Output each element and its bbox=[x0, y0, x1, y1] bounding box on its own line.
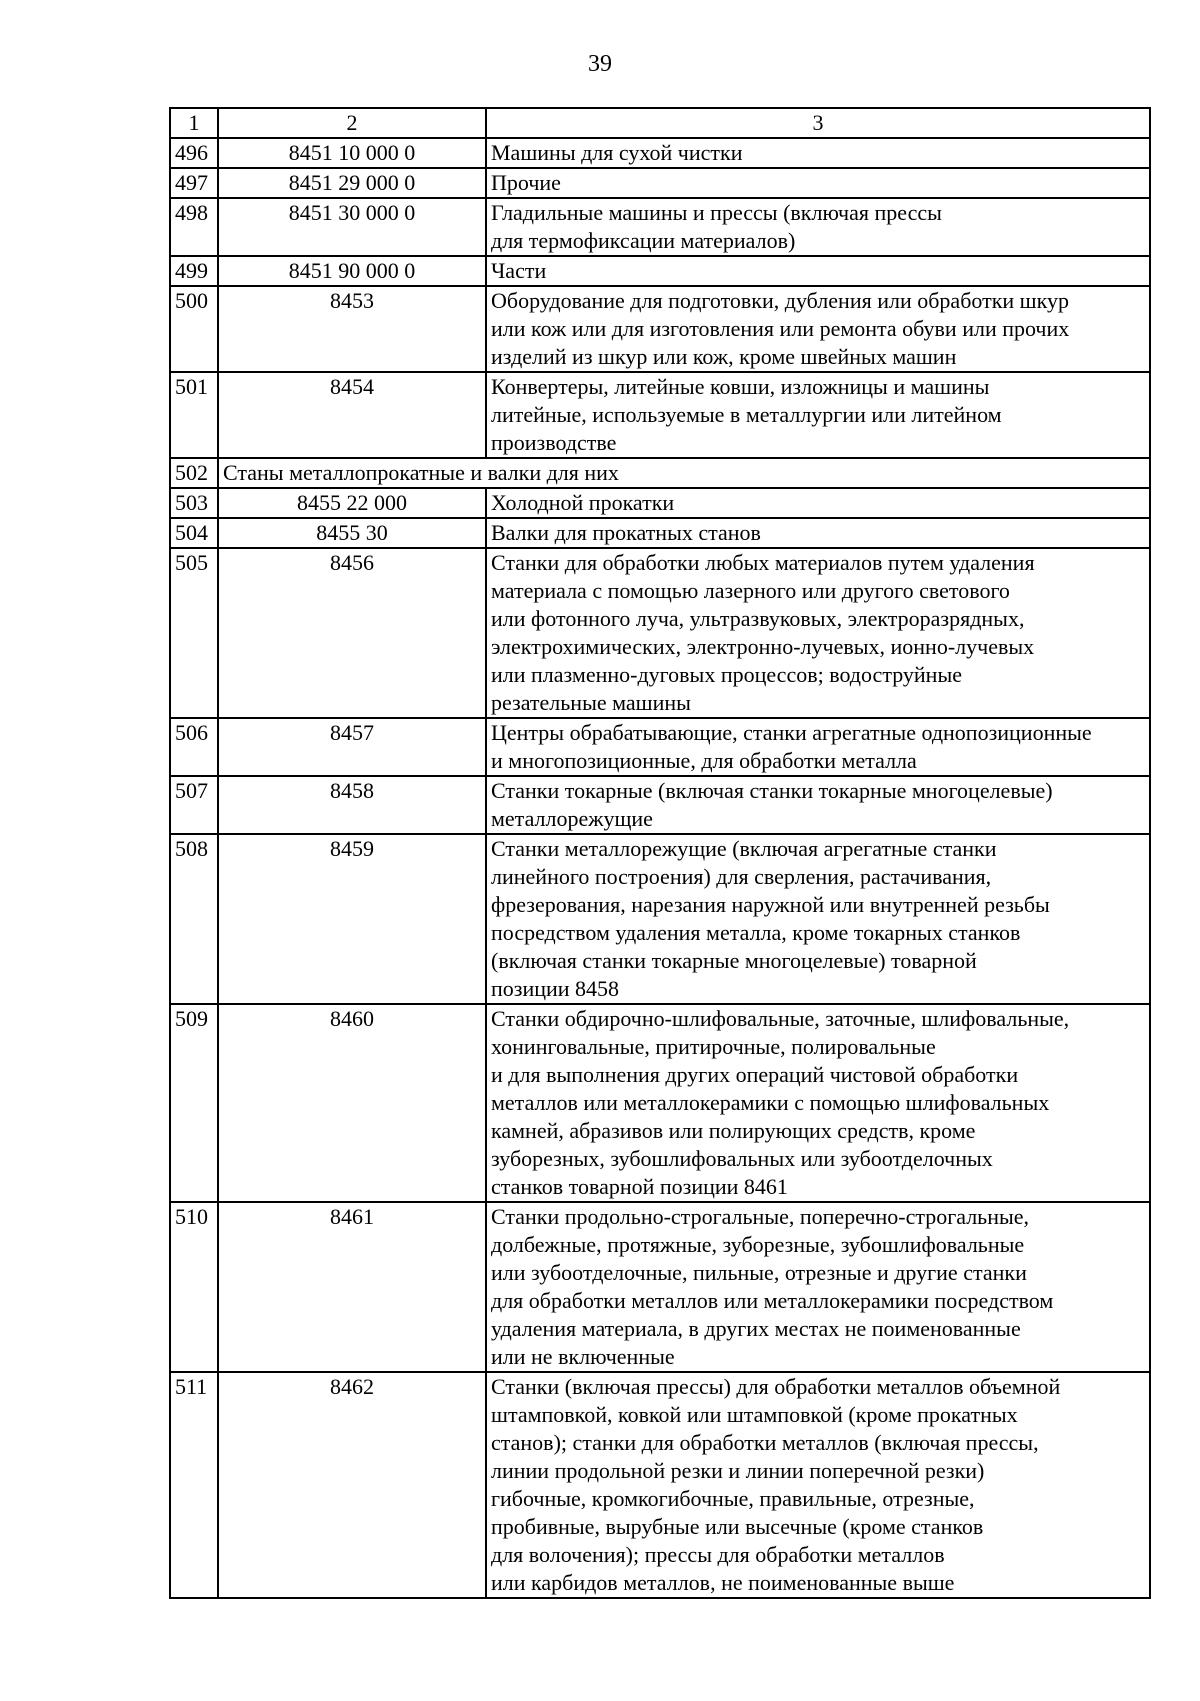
row-number: 509 bbox=[170, 1004, 218, 1202]
tn-ved-code: 8457 bbox=[218, 718, 486, 776]
tn-ved-code: 8453 bbox=[218, 286, 486, 372]
tn-ved-code: 8451 30 000 0 bbox=[218, 198, 486, 256]
row-number: 506 bbox=[170, 718, 218, 776]
table-row bbox=[170, 256, 1150, 286]
table-row bbox=[170, 198, 1150, 256]
tn-ved-code: 8455 30 bbox=[218, 518, 486, 548]
header-col-3: 3 bbox=[486, 108, 1150, 138]
goods-description: Конвертеры, литейные ковши, изложницы и машины литейные, используемые в металлургии или литейном производстве bbox=[486, 372, 1150, 458]
goods-description: Станки для обработки любых материалов путем удаления материала с помощью лазерного или другого светового или фотонного луча, ультразвуковых, электроразрядных, электрохимических, электронно-лучевых, ионно-лучевых или плазменно-дуговых процессов; водоструйные резательные машины bbox=[486, 548, 1150, 718]
goods-description: Станки продольно-строгальные, поперечно-строгальные, долбежные, протяжные, зуборезные, зубошлифовальные или зубоотделочные, пильные, отрезные и другие станки для обработки металлов или металлокерамики посредством удаления материала, в других местах не поименованные или не включенные bbox=[486, 1202, 1150, 1372]
row-number: 502 bbox=[170, 458, 218, 488]
row-number: 501 bbox=[170, 372, 218, 458]
row-number: 496 bbox=[170, 138, 218, 168]
row-number: 500 bbox=[170, 286, 218, 372]
header-col-2: 2 bbox=[218, 108, 486, 138]
goods-table bbox=[169, 107, 1151, 1599]
goods-description: Части bbox=[486, 256, 1150, 286]
table-row bbox=[170, 1202, 1150, 1372]
table-row bbox=[170, 168, 1150, 198]
tn-ved-code: 8458 bbox=[218, 776, 486, 834]
header-col-1: 1 bbox=[170, 108, 218, 138]
table-row bbox=[170, 834, 1150, 1004]
row-number: 497 bbox=[170, 168, 218, 198]
table-header-row bbox=[170, 108, 1150, 138]
goods-description: Машины для сухой чистки bbox=[486, 138, 1150, 168]
table-row bbox=[170, 518, 1150, 548]
tn-ved-code: 8460 bbox=[218, 1004, 486, 1202]
row-number: 507 bbox=[170, 776, 218, 834]
page-number: 39 bbox=[588, 51, 612, 77]
section-heading: Станы металлопрокатные и валки для них bbox=[218, 458, 1150, 488]
table-row bbox=[170, 1004, 1150, 1202]
table-row bbox=[170, 776, 1150, 834]
row-number: 503 bbox=[170, 488, 218, 518]
goods-description: Гладильные машины и прессы (включая прессы для термофиксации материалов) bbox=[486, 198, 1150, 256]
tn-ved-code: 8451 90 000 0 bbox=[218, 256, 486, 286]
table-row bbox=[170, 458, 1150, 488]
tn-ved-code: 8459 bbox=[218, 834, 486, 1004]
row-number: 508 bbox=[170, 834, 218, 1004]
table-row bbox=[170, 372, 1150, 458]
tn-ved-code: 8462 bbox=[218, 1372, 486, 1598]
table-row bbox=[170, 488, 1150, 518]
goods-description: Станки металлорежущие (включая агрегатные станки линейного построения) для сверления, растачивания, фрезерования, нарезания наружной или внутренней резьбы посредством удаления металла, кроме токарных станков (включая станки токарные многоцелевые) товарной позиции 8458 bbox=[486, 834, 1150, 1004]
goods-description: Станки (включая прессы) для обработки металлов объемной штамповкой, ковкой или штамповкой (кроме прокатных станов); станки для обработки металлов (включая прессы, линии продольной резки и линии поперечной резки) гибочные, кромкогибочные, правильные, отрезные, пробивные, вырубные или высечные (кроме станков для волочения); прессы для обработки металлов или карбидов металлов, не поименованные выше bbox=[486, 1372, 1150, 1598]
row-number: 505 bbox=[170, 548, 218, 718]
goods-description: Прочие bbox=[486, 168, 1150, 198]
goods-description: Валки для прокатных станов bbox=[486, 518, 1150, 548]
goods-description: Холодной прокатки bbox=[486, 488, 1150, 518]
goods-description: Станки токарные (включая станки токарные многоцелевые) металлорежущие bbox=[486, 776, 1150, 834]
tn-ved-code: 8455 22 000 bbox=[218, 488, 486, 518]
table-row bbox=[170, 1372, 1150, 1598]
table-row bbox=[170, 718, 1150, 776]
row-number: 511 bbox=[170, 1372, 218, 1598]
table-row bbox=[170, 548, 1150, 718]
goods-description: Оборудование для подготовки, дубления или обработки шкур или кож или для изготовления или ремонта обуви или прочих изделий из шкур или кож, кроме швейных машин bbox=[486, 286, 1150, 372]
table-row bbox=[170, 138, 1150, 168]
tn-ved-code: 8461 bbox=[218, 1202, 486, 1372]
tn-ved-code: 8451 10 000 0 bbox=[218, 138, 486, 168]
tn-ved-code: 8456 bbox=[218, 548, 486, 718]
tn-ved-code: 8451 29 000 0 bbox=[218, 168, 486, 198]
goods-description: Центры обрабатывающие, станки агрегатные однопозиционные и многопозиционные, для обработки металла bbox=[486, 718, 1150, 776]
goods-description: Станки обдирочно-шлифовальные, заточные, шлифовальные, хонинговальные, притирочные, полировальные и для выполнения других операций чистовой обработки металлов или металлокерамики с помощью шлифовальных камней, абразивов или полирующих средств, кроме зуборезных, зубошлифовальных или зубоотделочных станков товарной позиции 8461 bbox=[486, 1004, 1150, 1202]
tn-ved-code: 8454 bbox=[218, 372, 486, 458]
row-number: 498 bbox=[170, 198, 218, 256]
row-number: 499 bbox=[170, 256, 218, 286]
row-number: 504 bbox=[170, 518, 218, 548]
table-body bbox=[170, 138, 1150, 1598]
table-row bbox=[170, 286, 1150, 372]
row-number: 510 bbox=[170, 1202, 218, 1372]
